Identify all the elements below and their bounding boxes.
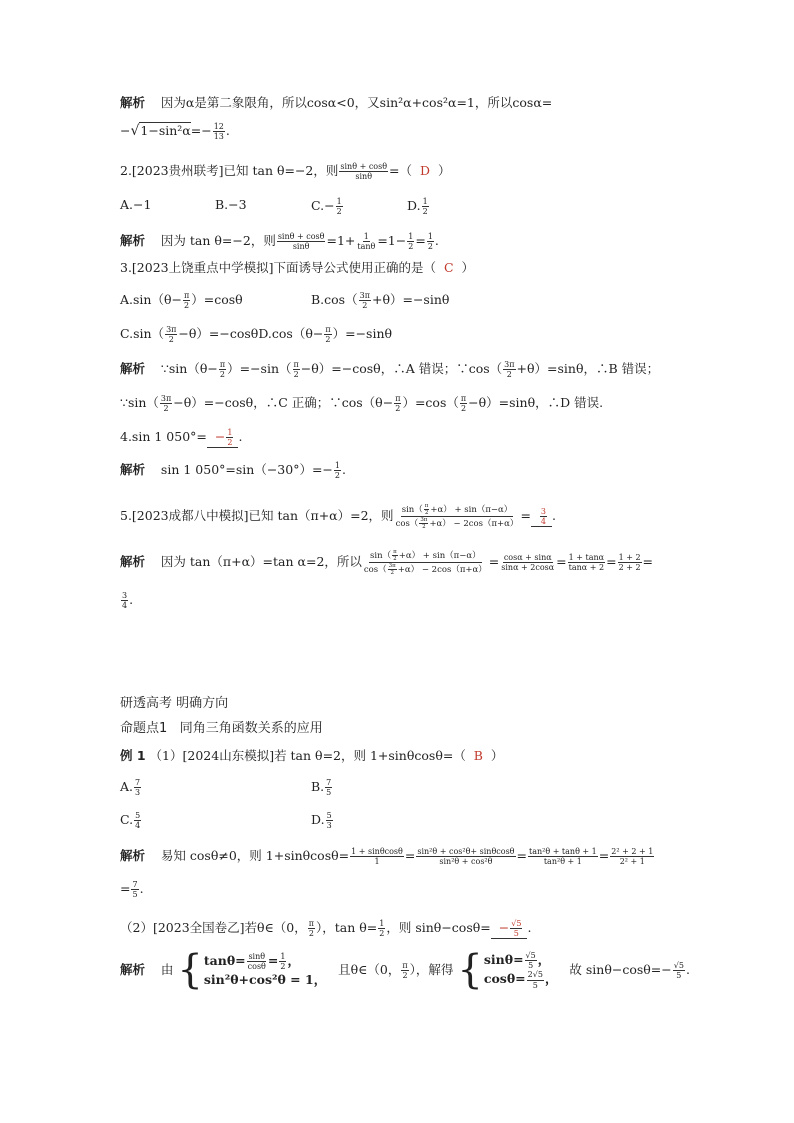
option-b: [311, 291, 449, 310]
numerator: √5: [525, 951, 536, 960]
text: =: [598, 848, 610, 864]
text: .: [685, 962, 690, 978]
text: +α） + sin（π−α）: [398, 551, 481, 562]
denominator: sinθ: [292, 242, 310, 252]
numerator: 1: [422, 197, 428, 206]
fraction: [503, 360, 515, 379]
system-row-1: [484, 951, 558, 970]
numerator: 1: [379, 919, 385, 928]
fraction: [165, 325, 177, 344]
numerator: [401, 503, 514, 517]
fraction: [416, 847, 515, 866]
text: ），tan θ=: [316, 920, 378, 936]
denominator: 2² + 1: [619, 857, 645, 867]
example-label: 例 1: [120, 748, 146, 763]
option-label: C.−: [311, 198, 335, 214]
denominator: 2: [402, 970, 408, 980]
fraction: [325, 778, 332, 797]
small-fraction: [388, 563, 397, 576]
fraction: [336, 197, 343, 216]
fraction: [121, 591, 128, 610]
denominator: 2: [163, 404, 169, 414]
option-label: B.: [311, 779, 325, 795]
text: .: [139, 881, 144, 897]
text: ，: [537, 952, 551, 968]
denominator: sinα + 2cosα: [501, 563, 555, 573]
numerator: 1: [334, 461, 341, 470]
numerator: 1: [408, 232, 414, 241]
numerator: π: [308, 919, 315, 928]
denominator: 2: [334, 471, 341, 481]
text: =: [606, 554, 617, 570]
solution-q5-cont: [120, 591, 133, 610]
denominator: 2: [422, 207, 428, 217]
numerator: sinθ + cosθ: [277, 232, 325, 241]
answer-fraction: [510, 919, 522, 938]
system-rows: [204, 952, 326, 988]
denominator: tanα + 2: [568, 563, 605, 573]
fraction: [356, 232, 376, 251]
numerator: 3π: [160, 394, 172, 403]
text: ）=−sinθ: [332, 326, 393, 342]
topic-number: 命题点1: [120, 721, 168, 736]
answer: B: [473, 748, 483, 763]
section-title: 研透高考 明确方向: [120, 696, 229, 711]
denominator: tanθ: [357, 242, 376, 252]
fraction: [673, 961, 685, 980]
fraction: [378, 919, 385, 938]
text: .: [238, 429, 243, 445]
denominator: [395, 517, 520, 530]
numerator: 2² + 2 + 1: [611, 847, 654, 856]
solution-label: 解析: [120, 554, 146, 570]
denominator: 2: [379, 929, 385, 939]
solution-ex1: [120, 847, 655, 866]
question-text: 2.[2023贵州联考]已知 tan θ=−2，则: [120, 163, 339, 179]
option-label: D.: [311, 812, 325, 828]
numerator: π: [183, 291, 190, 300]
fraction: [525, 951, 537, 970]
fraction: [422, 197, 429, 216]
option-d: [407, 197, 430, 216]
text: 由: [160, 962, 174, 978]
numerator: 3π: [359, 291, 370, 300]
system-row-2: [484, 970, 558, 989]
option-b: [215, 199, 247, 212]
fraction: [277, 232, 326, 251]
text: C.sin（: [120, 326, 165, 342]
text: =: [267, 953, 279, 969]
denominator: [363, 563, 488, 576]
text: =: [404, 848, 416, 864]
denominator: 2: [168, 335, 174, 345]
text: 且θ∈（0，: [338, 962, 401, 978]
numerator: π: [460, 394, 467, 403]
system-rows: [484, 951, 558, 990]
small-fraction: [419, 517, 428, 530]
denominator: 5: [528, 961, 534, 971]
answer-blank: [491, 919, 528, 939]
fraction: [401, 961, 408, 980]
text: 因为 tan θ=−2，则: [160, 233, 276, 249]
numerator: 7: [326, 778, 332, 787]
numerator: 1: [336, 197, 342, 206]
example-1-q1: [120, 750, 503, 763]
numerator: π: [395, 394, 401, 403]
solution-label: 解析: [120, 962, 146, 978]
text: =: [642, 554, 654, 570]
denominator: sinθ: [355, 172, 373, 182]
question-text: （2）[2023全国卷乙]若θ∈（0，: [120, 920, 307, 936]
text: −: [120, 123, 131, 139]
option-label: C.: [120, 812, 134, 828]
text: −θ）=−cosθ，∴A 错误；∵cos（: [300, 361, 503, 377]
denominator: 2: [325, 335, 331, 345]
text: −θ）=sinθ，∴D 错误.: [468, 395, 604, 411]
question-2: [120, 162, 450, 181]
denominator: 5: [513, 929, 519, 939]
numerator: 3: [540, 506, 547, 516]
text: .: [434, 233, 439, 249]
system-row-1: [204, 952, 326, 971]
text: B.cos（: [311, 292, 358, 308]
solution-q3-line1: [120, 360, 659, 379]
numerator: π: [325, 325, 331, 334]
text: 易知 cosθ≠0，则 1+sinθcosθ=: [160, 848, 350, 864]
numerator: π: [293, 360, 299, 369]
fraction: [213, 122, 225, 141]
question-text: 4.sin 1 050°=: [120, 429, 207, 445]
option-label: B.−3: [215, 197, 247, 212]
text: sin 1 050°=sin（−30°）=−: [160, 462, 333, 478]
denominator: 2: [424, 510, 429, 517]
question-4: [120, 428, 242, 448]
denominator: 2: [227, 438, 233, 448]
text: ∵sin（: [120, 395, 159, 411]
question-text: （1）[2024山东模拟]若 tan θ=2，则 1+sinθcosθ=（: [149, 748, 466, 763]
text: .: [129, 592, 134, 608]
fraction: [568, 553, 605, 572]
option-b: [311, 778, 333, 797]
equation-system: [177, 947, 327, 994]
text: =: [120, 881, 131, 897]
text: ），解得: [409, 962, 454, 978]
fraction: [293, 360, 300, 379]
answer-fraction: [226, 428, 233, 447]
numerator: π: [402, 960, 408, 970]
left-brace-icon: {: [457, 947, 483, 994]
fraction: [334, 461, 341, 480]
text: ）: [461, 260, 474, 275]
denominator: 4: [540, 517, 547, 527]
numerator: 5: [326, 811, 332, 820]
text: =: [556, 554, 567, 570]
option-label: A.: [120, 779, 134, 795]
answer-sign: −: [498, 920, 510, 936]
denominator: 2: [280, 962, 286, 972]
denominator: 1: [374, 857, 380, 867]
fraction: [407, 232, 414, 251]
fraction: [350, 847, 404, 866]
denominator: 2: [336, 207, 342, 217]
numerator: 1 + sinθcosθ: [351, 847, 403, 856]
numerator: sin²θ + cos²θ+ sinθcosθ: [417, 847, 515, 856]
numerator: π: [393, 549, 397, 555]
text: cos（: [395, 519, 419, 530]
denominator: 2: [460, 404, 467, 414]
text: cos（: [363, 565, 387, 576]
denominator: 2: [395, 404, 401, 414]
text: =1−: [377, 233, 407, 249]
numerator: sinθ: [248, 952, 266, 962]
small-fraction: [392, 549, 398, 562]
fraction: [527, 970, 544, 989]
text: .: [225, 123, 230, 139]
question-text: 5.[2023成都八中模拟]已知 tan（π+α）=2，则: [120, 508, 394, 524]
option-d: [311, 811, 334, 830]
text: .: [342, 462, 346, 478]
text: sinθ=: [483, 952, 524, 968]
text: 因为α是第二象限角，所以cosα<0，又sin²α+cos²α=1，所以cosα=: [160, 95, 553, 110]
denominator: 5: [676, 970, 682, 980]
text: 因为 tan（π+α）=tan α=2，所以: [160, 554, 362, 570]
fraction: [610, 847, 654, 866]
denominator: 2: [408, 242, 414, 252]
text: −θ）=−cosθ，∴C 正确；∵cos（θ−: [173, 395, 394, 411]
fraction: [359, 291, 371, 310]
numerator: 1 + 2: [618, 552, 641, 562]
option-label: A.−1: [120, 197, 152, 212]
denominator: 4: [122, 601, 128, 611]
text: +θ）=−sinθ: [371, 292, 450, 308]
answer: D: [419, 163, 430, 179]
text: sin（: [401, 505, 423, 516]
fraction: [279, 952, 286, 971]
answer: C: [443, 260, 454, 275]
solution-label: 解析: [120, 361, 146, 377]
question-text: 3.[2023上饶重点中学模拟]下面诱导公式使用正确的是（: [120, 260, 436, 275]
denominator: tan²θ + 1: [543, 857, 582, 867]
text: =: [520, 508, 531, 524]
denominator: 2: [308, 929, 314, 939]
option-label: D.: [407, 198, 421, 214]
solution-ex2: [120, 947, 690, 994]
fraction: [395, 503, 520, 530]
fraction: [528, 847, 598, 866]
solution-label: 解析: [120, 848, 146, 864]
fraction: [460, 394, 467, 413]
denominator: sin²θ + cos²θ: [439, 857, 493, 867]
numerator: sinθ + cosθ: [340, 162, 388, 171]
solution-q4: [120, 461, 346, 480]
denominator: 2: [362, 301, 368, 311]
answer-fraction: [540, 507, 547, 526]
denominator: 2: [184, 301, 190, 311]
solution-label: 解析: [120, 95, 146, 110]
numerator: cosα + sinα: [503, 552, 552, 562]
text: .: [552, 508, 556, 524]
text: =1+: [326, 233, 356, 249]
solution-q3-line2: [120, 394, 603, 413]
numerator: π: [219, 360, 226, 369]
solution-label: 解析: [120, 462, 146, 478]
text: =: [516, 848, 527, 864]
text: ，则 sinθ−cosθ=: [386, 920, 491, 936]
denominator: 5: [132, 890, 138, 900]
fraction: [247, 952, 267, 971]
denominator: 2: [219, 370, 226, 380]
text: ，: [287, 953, 300, 969]
fraction: [134, 778, 141, 797]
fraction: [427, 232, 434, 251]
left-brace-icon: {: [177, 947, 203, 994]
option-c: [311, 197, 344, 216]
fraction: [160, 394, 172, 413]
numerator: 7: [135, 778, 141, 787]
numerator: 1 + tanα: [568, 552, 605, 562]
numerator: 1: [227, 428, 233, 437]
text: ）=cosθ: [191, 292, 243, 308]
denominator: 5: [326, 788, 332, 798]
option-a: [120, 199, 151, 212]
answer-sign: −: [214, 429, 226, 445]
numerator: 7: [132, 880, 138, 889]
denominator: 2: [422, 524, 426, 531]
text: +α） − 2cos（π+α）: [397, 565, 487, 576]
numerator: tan²θ + tanθ + 1: [528, 847, 597, 856]
text: =（: [389, 163, 413, 179]
option-a: [120, 291, 243, 310]
text: +α） + sin（π−α）: [430, 505, 513, 516]
text: .: [527, 920, 532, 936]
text: +α） − 2cos（π+α）: [429, 519, 519, 530]
text: −θ）=−cosθD.cos（θ−: [178, 326, 324, 342]
fraction: [618, 553, 642, 572]
denominator: cosθ: [247, 962, 266, 972]
fraction: [339, 162, 388, 181]
fraction: [219, 360, 226, 379]
fraction: [308, 919, 315, 938]
numerator: 3: [122, 591, 128, 600]
denominator: 2: [293, 370, 299, 380]
solution-q5: [120, 549, 653, 576]
denominator: 3: [326, 821, 332, 831]
numerator: π: [424, 503, 429, 509]
text: ∵sin（θ−: [160, 361, 218, 377]
solution-ex1-cont: [120, 880, 144, 899]
fraction: [131, 880, 138, 899]
numerator: 1: [280, 952, 286, 962]
radicand: 5: [516, 919, 522, 928]
denominator: 2: [393, 556, 397, 563]
fraction: [500, 553, 555, 572]
denominator: 2: [390, 570, 394, 577]
numerator: 1: [363, 232, 369, 241]
fraction: [363, 549, 488, 576]
text: sin（: [370, 551, 392, 562]
text: ，: [544, 971, 558, 987]
numerator: 5: [135, 811, 141, 820]
fraction: [394, 394, 401, 413]
denominator: 2 + 2: [618, 563, 641, 573]
text: =: [488, 554, 500, 570]
denominator: 2: [506, 370, 512, 380]
text: ）: [437, 163, 451, 179]
numerator: 3π: [420, 517, 428, 524]
answer-blank: [207, 428, 239, 448]
topic-title: 同角三角函数关系的应用: [179, 721, 323, 736]
question-3: [120, 262, 474, 275]
text: ）: [490, 748, 504, 763]
solution-system: [457, 947, 558, 994]
denominator: 13: [213, 132, 224, 142]
text: tanθ=: [203, 953, 246, 969]
sqrt-expression: 1−sin²α: [140, 123, 191, 139]
options-c-d: [120, 325, 392, 344]
fraction: [183, 291, 190, 310]
question-5: [120, 503, 556, 530]
denominator: 3: [135, 788, 141, 798]
denominator: 4: [135, 821, 141, 831]
denominator: 5: [532, 980, 538, 990]
topic-heading: [120, 722, 323, 735]
text: =: [415, 233, 426, 249]
fraction: [134, 811, 141, 830]
numerator: 1: [427, 232, 433, 241]
text: +θ）=sinθ，∴B 错误；: [516, 361, 660, 377]
denominator: 2: [427, 242, 433, 252]
solution-line-1: [120, 97, 552, 110]
small-fraction: [424, 503, 430, 516]
numerator: 3π: [504, 360, 515, 369]
text: cosθ=: [483, 971, 526, 987]
text: ）=cos（: [402, 395, 459, 411]
example-1-q2: [120, 919, 531, 939]
numerator: √5: [511, 919, 522, 928]
solution-label: 解析: [120, 233, 146, 249]
numerator: 12: [213, 122, 224, 131]
fraction: [326, 811, 333, 830]
numerator: √5: [673, 960, 684, 970]
numerator: 3π: [166, 325, 177, 334]
fraction: [324, 325, 331, 344]
numerator: 2√5: [527, 970, 543, 980]
answer-blank: [531, 507, 552, 527]
text: A.sin（θ−: [120, 292, 182, 308]
text: ）=−sin（: [227, 361, 292, 377]
solution-q2: [120, 232, 439, 251]
text: 故 sinθ−cosθ=−: [569, 962, 672, 978]
solution-line-1b: −√1−sin²α=− $\frac{12}{13}$ .: [120, 122, 230, 142]
option-c: [120, 811, 142, 830]
numerator: [369, 549, 482, 563]
option-a: [120, 778, 142, 797]
system-row-2: sin²θ+cos²θ = 1，: [203, 971, 327, 987]
text: =−: [190, 123, 212, 139]
numerator: 3π: [388, 563, 396, 570]
